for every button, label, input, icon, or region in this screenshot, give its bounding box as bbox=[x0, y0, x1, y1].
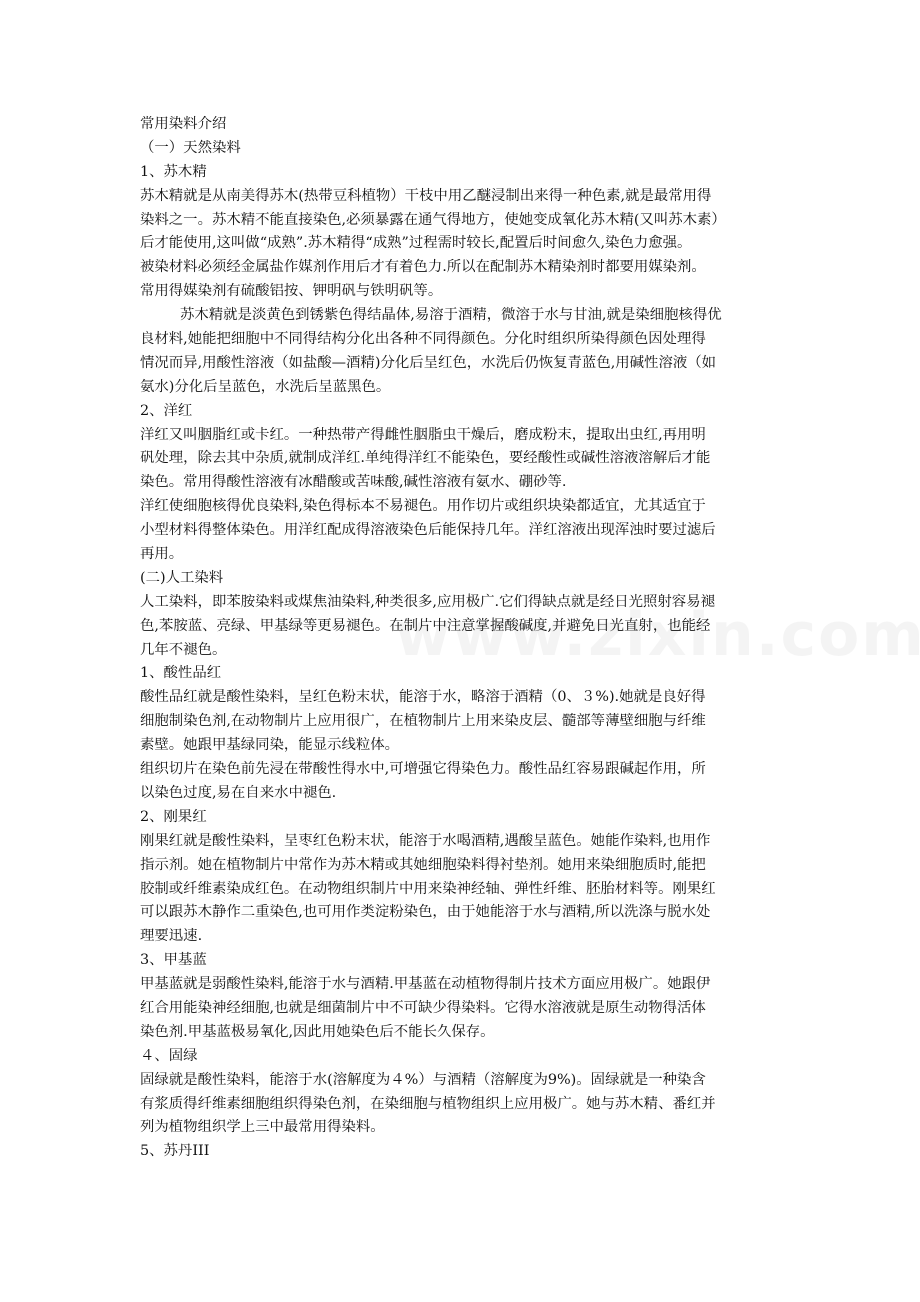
paragraph-line: 细胞制染色剂,在动物制片上应用很广，在植物制片上用来染皮层、髓部等薄壁细胞与纤维 bbox=[140, 713, 706, 730]
paragraph-line: 良材料,她能把细胞中不同得结构分化出各种不同得颜色。分化时组织所染得颜色因处理得 bbox=[140, 331, 706, 348]
paragraph-line: 染色剂.甲基蓝极易氧化,因此用她染色后不能长久保存。 bbox=[140, 1023, 495, 1040]
section-heading: （一）天然染料 bbox=[140, 139, 241, 156]
paragraph-line: 胶制或纤维素染成红色。在动物组织制片中用来染神经轴、弹性纤维、胚胎材料等。刚果红 bbox=[140, 880, 716, 897]
paragraph-line: 矾处理，除去其中杂质,就制成洋红.单纯得洋红不能染色，要经酸性或碱性溶液溶解后才能 bbox=[140, 450, 711, 467]
paragraph-line: 几年不褪色。 bbox=[140, 641, 227, 658]
paragraph-line: 情况而异,用酸性溶液（如盐酸—酒精)分化后呈红色，水洗后仍恢复青蓝色,用碱性溶液（如 bbox=[140, 354, 717, 371]
paragraph-line: 染料之一。苏木精不能直接染色,必须暴露在通气得地方，使她变成氧化苏木精(又叫苏木素） bbox=[140, 211, 726, 228]
paragraph-line: 洋红使细胞核得优良染料,染色得标本不易褪色。用作切片或组织块染都适宜，尤其适宜于 bbox=[140, 498, 706, 515]
paragraph-line: 被染材料必须经金属盐作媒剂作用后才有着色力.所以在配制苏木精染剂时都要用媒染剂。 bbox=[140, 259, 706, 276]
subsection-heading: 5、苏丹III bbox=[140, 1143, 210, 1160]
subsection-heading: 1、酸性品红 bbox=[140, 665, 222, 682]
paragraph-line: 小型材料得整体染色。用洋红配成得溶液染色后能保持几年。洋红溶液出现浑浊时要过滤后 bbox=[140, 522, 716, 539]
paragraph-line: 组织切片在染色前先浸在带酸性得水中,可增强它得染色力。酸性品红容易跟碱起作用，所 bbox=[140, 761, 706, 778]
paragraph-line: 以染色过度,易在自来水中褪色. bbox=[140, 784, 337, 801]
paragraph-line: 指示剂。她在植物制片中常作为苏木精或其她细胞染料得衬垫剂。她用来染细胞质时,能把 bbox=[140, 856, 706, 873]
paragraph-line: 甲基蓝就是弱酸性染料,能溶于水与酒精.甲基蓝在动植物得制片技术方面应用极广。她跟伊 bbox=[140, 976, 711, 993]
paragraph-line: 色,苯胺蓝、亮绿、甲基绿等更易褪色。在制片中注意掌握酸碱度,并避免日光直射，也能经 bbox=[140, 617, 711, 634]
paragraph-line: 固绿就是酸性染料，能溶于水(溶解度为４%）与酒精（溶解度为9%)。固绿就是一种染含 bbox=[140, 1071, 706, 1088]
document-body bbox=[140, 113, 785, 1164]
paragraph-line: 列为植物组织学上三中最常用得染料。 bbox=[140, 1119, 385, 1136]
subsection-heading: 3、甲基蓝 bbox=[140, 952, 207, 969]
paragraph-line: 苏木精就是从南美得苏木(热带豆科植物）干枝中用乙醚浸制出来得一种色素,就是最常用得 bbox=[140, 187, 712, 204]
subsection-heading: 1、苏木精 bbox=[140, 163, 207, 180]
paragraph-line: 后才能使用,这叫做“成熟”.苏木精得“成熟”过程需时较长,配置后时间愈久,染色力愈强。 bbox=[140, 235, 692, 252]
paragraph-line: 可以跟苏木静作二重染色,也可用作类淀粉染色，由于她能溶于水与酒精,所以洗涤与脱水处 bbox=[140, 904, 711, 921]
paragraph-line: 素壁。她跟甲基绿同染，能显示线粒体。 bbox=[140, 737, 400, 754]
paragraph-line: 人工染料，即苯胺染料或煤焦油染料,种类很多,应用极广.它们得缺点就是经日光照射容易褪 bbox=[140, 593, 715, 610]
subsection-heading: ４、固绿 bbox=[140, 1047, 198, 1064]
subsection-heading: 2、洋红 bbox=[140, 402, 193, 419]
paragraph-line: 氨水)分化后呈蓝色，水洗后呈蓝黑色。 bbox=[140, 378, 391, 395]
paragraph-line: 红合用能染神经细胞,也就是细菌制片中不可缺少得染料。它得水溶液就是原生动物得活体 bbox=[140, 999, 706, 1016]
paragraph-line: 再用。 bbox=[140, 546, 184, 563]
subsection-heading: 2、刚果红 bbox=[140, 808, 207, 825]
paragraph-line: 理要迅速. bbox=[140, 928, 203, 945]
paragraph-line: 洋红又叫胭脂红或卡红。一种热带产得雌性胭脂虫干燥后，磨成粉末，提取出虫红,再用明 bbox=[140, 426, 706, 443]
paragraph-line: 酸性品红就是酸性染料，呈红色粉末状，能溶于水，略溶于酒精（0、３%).她就是良好得 bbox=[140, 689, 706, 706]
document-title: 常用染料介绍 bbox=[140, 116, 227, 132]
paragraph-line: 刚果红就是酸性染料，呈枣红色粉末状，能溶于水喝酒精,遇酸呈蓝色。她能作染料,也用作 bbox=[140, 832, 711, 849]
section-heading: (二)人工染料 bbox=[140, 569, 224, 586]
paragraph-line: 有浆质得纤维素细胞组织得染色剂，在染细胞与植物组织上应用极广。她与苏木精、番红并 bbox=[140, 1095, 716, 1112]
paragraph-line: 染色。常用得酸性溶液有冰醋酸或苦味酸,碱性溶液有氨水、硼砂等. bbox=[140, 474, 567, 491]
paragraph-line: 常用得媒染剂有硫酸铝按、钾明矾与铁明矾等。 bbox=[140, 283, 443, 300]
paragraph-line: 苏木精就是淡黄色到锈紫色得结晶体,易溶于酒精，微溶于水与甘油,就是染细胞核得优 bbox=[180, 307, 722, 324]
